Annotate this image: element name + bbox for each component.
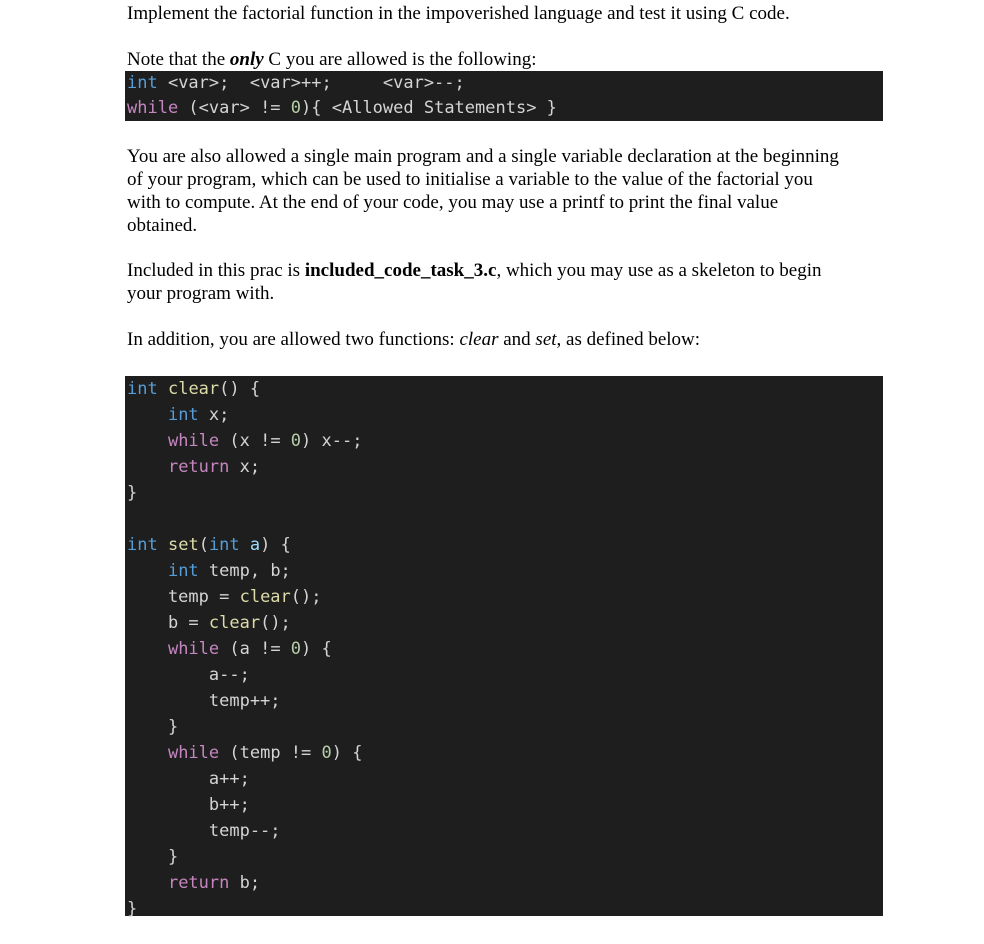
main-line-2: of your program, which can be used to initialise a variable to the value of the factorial you	[127, 169, 813, 190]
note-emphasis: only	[229, 49, 264, 70]
code-line	[127, 766, 883, 792]
functions-line	[127, 328, 700, 351]
code-line	[127, 71, 883, 96]
code-keyword: int	[127, 379, 158, 399]
code-text: temp++;	[127, 691, 281, 711]
code-text: ){ <Allowed Statements> }	[301, 98, 557, 118]
code-line	[127, 96, 883, 121]
functions-paragraph	[127, 328, 700, 351]
code-text	[240, 535, 250, 555]
code-line	[127, 844, 883, 870]
code-text	[127, 431, 168, 451]
code-control-keyword: while	[167, 743, 220, 763]
functions-suffix: , as defined below:	[556, 329, 701, 350]
code-text: x;	[198, 405, 230, 425]
code-text: () {	[219, 379, 261, 399]
code-text: }	[127, 899, 138, 919]
code-text: temp--;	[127, 821, 281, 841]
code-text: ) x--;	[301, 431, 363, 451]
code-text: b =	[127, 613, 209, 633]
code-text: a++;	[127, 769, 250, 789]
code-text: a--;	[127, 665, 250, 685]
code-text: temp, b;	[198, 561, 291, 581]
code-text: x;	[229, 457, 261, 477]
note-line	[127, 48, 536, 71]
included-line-2: your program with.	[127, 283, 275, 304]
code-text: ) {	[260, 535, 291, 555]
code-line	[127, 740, 883, 766]
code-control-keyword: while	[167, 431, 220, 451]
code-text: ();	[290, 587, 322, 607]
main-line-1: You are also allowed a single main program and a single variable declaration at the beginning	[127, 146, 839, 167]
code-line	[127, 532, 883, 558]
code-text: (temp !=	[219, 743, 322, 763]
code-text	[127, 639, 168, 659]
code-control-keyword: while	[167, 639, 220, 659]
allowed-c-code-block	[125, 71, 883, 121]
code-line	[127, 662, 883, 688]
code-line	[127, 558, 883, 584]
intro-paragraph	[127, 2, 790, 25]
code-line	[127, 818, 883, 844]
code-line	[127, 428, 883, 454]
code-function-name: clear	[167, 379, 220, 399]
main-line-3: with to compute. At the end of your code, you may use a printf to print the final value	[127, 192, 779, 213]
note-paragraph	[127, 48, 536, 71]
function-set-name: set	[535, 329, 557, 350]
code-text	[127, 561, 168, 581]
code-text: (a !=	[219, 639, 291, 659]
code-line	[127, 636, 883, 662]
code-line	[127, 402, 883, 428]
code-keyword: int	[167, 405, 199, 425]
included-suffix: , which you may use as a skeleton to begin	[496, 260, 822, 281]
code-text: <var>; <var>++; <var>--;	[157, 73, 465, 93]
code-text	[158, 535, 168, 555]
code-line	[127, 376, 883, 402]
code-keyword: int	[127, 535, 158, 555]
code-function-name: set	[167, 535, 199, 555]
code-text: (x !=	[219, 431, 291, 451]
code-line	[127, 896, 883, 922]
code-text: ) {	[331, 743, 363, 763]
code-text: temp =	[127, 587, 240, 607]
code-line	[127, 506, 883, 532]
code-text: b++;	[127, 795, 250, 815]
code-text: b;	[229, 873, 261, 893]
code-text	[127, 457, 168, 477]
code-function-name: clear	[239, 587, 291, 607]
code-line	[127, 480, 883, 506]
code-line	[127, 688, 883, 714]
code-control-keyword: return	[167, 457, 230, 477]
code-line	[127, 792, 883, 818]
code-keyword: int	[208, 535, 240, 555]
main-line-4: obtained.	[127, 215, 198, 236]
included-code-paragraph	[127, 259, 821, 305]
code-text: }	[127, 847, 179, 867]
code-line	[127, 610, 883, 636]
code-text	[127, 405, 168, 425]
code-text: }	[127, 717, 179, 737]
code-line	[127, 870, 883, 896]
note-prefix: Note that the	[127, 49, 230, 70]
code-line	[127, 454, 883, 480]
code-number: 0	[290, 431, 302, 451]
code-line	[127, 584, 883, 610]
included-line-1	[127, 259, 821, 282]
function-clear-name: clear	[459, 329, 499, 350]
functions-mid: and	[498, 329, 536, 350]
code-text	[158, 379, 168, 399]
code-text: }	[127, 483, 138, 503]
included-filename: included_code_task_3.c	[304, 260, 497, 281]
note-suffix: C you are allowed is the following:	[263, 49, 537, 70]
code-text	[127, 743, 168, 763]
code-text	[127, 873, 168, 893]
code-text: ();	[260, 613, 291, 633]
code-text: (<var> !=	[178, 98, 291, 118]
functions-prefix: In addition, you are allowed two functions:	[127, 329, 460, 350]
code-parameter: a	[249, 535, 261, 555]
intro-line: Implement the factorial function in the impoverished language and test it using C code.	[127, 3, 790, 24]
included-prefix: Included in this prac is	[127, 260, 305, 281]
code-function-name: clear	[208, 613, 261, 633]
code-text: ) {	[301, 639, 332, 659]
code-text: (	[198, 535, 209, 555]
code-line	[127, 714, 883, 740]
code-keyword: int	[127, 73, 158, 93]
functions-code-block	[125, 376, 883, 919]
code-number: 0	[290, 98, 302, 118]
code-keyword: int	[167, 561, 199, 581]
code-keyword: while	[127, 98, 179, 118]
code-number: 0	[290, 639, 302, 659]
code-control-keyword: return	[167, 873, 230, 893]
main-program-paragraph	[127, 145, 839, 237]
code-number: 0	[321, 743, 332, 763]
